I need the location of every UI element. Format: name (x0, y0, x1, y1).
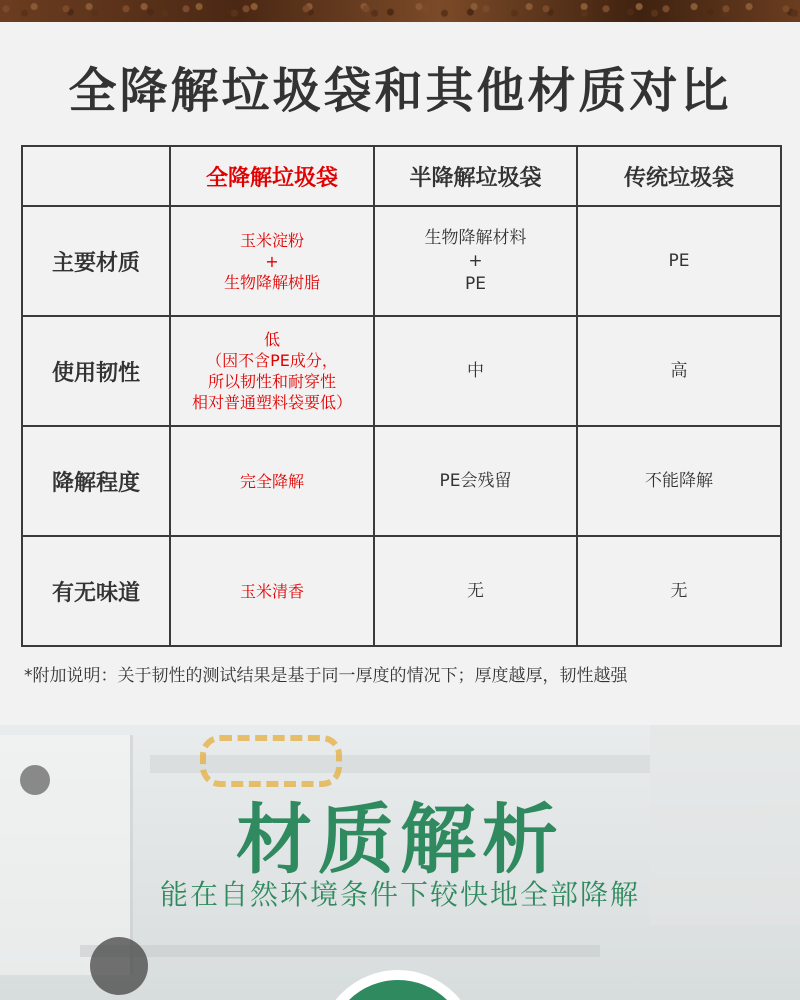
footnote: *附加说明：关于韧性的测试结果是基于同一厚度的情况下；厚度越厚，韧性越强 (24, 666, 628, 686)
table-header-semi-degradable: 半降解垃圾袋 (374, 146, 577, 206)
soil-photo-strip (0, 0, 800, 22)
row-label-odor: 有无味道 (22, 536, 170, 646)
cell-traditional-toughness: 高 (577, 316, 781, 426)
coil-cable-decoration (200, 735, 342, 787)
cell-traditional-material: PE (577, 206, 781, 316)
table-header-empty (22, 146, 170, 206)
cell-semi-odor: 无 (374, 536, 577, 646)
cell-traditional-odor: 无 (577, 536, 781, 646)
cell-semi-degradation: PE会残留 (374, 426, 577, 536)
table-row (22, 426, 781, 536)
table-row (22, 536, 781, 646)
section-subtitle: 能在自然环境条件下较快地全部降解 (159, 878, 640, 911)
comparison-table (21, 145, 782, 647)
table-header-traditional: 传统垃圾袋 (577, 146, 781, 206)
material-analysis-banner (0, 725, 800, 1000)
handwheel-decoration (90, 937, 148, 995)
cell-full-degradation: 完全降解 (170, 426, 374, 536)
section-title: 材质解析 (236, 795, 564, 884)
page-title: 全降解垃圾袋和其他材质对比 (68, 63, 732, 119)
green-circle-decoration (318, 970, 478, 1000)
table-row (22, 316, 781, 426)
table-header-full-degradable: 全降解垃圾袋 (170, 146, 374, 206)
table-row (22, 206, 781, 316)
row-label-toughness: 使用韧性 (22, 316, 170, 426)
cell-full-toughness: 低 （因不含PE成分， 所以韧性和耐穿性 相对普通塑料袋要低） (170, 316, 374, 426)
cell-full-material: 玉米淀粉 + 生物降解树脂 (170, 206, 374, 316)
cell-semi-material: 生物降解材料 + PE (374, 206, 577, 316)
machine-bar-background (80, 945, 600, 957)
row-label-material: 主要材质 (22, 206, 170, 316)
cell-semi-toughness: 中 (374, 316, 577, 426)
cell-traditional-degradation: 不能降解 (577, 426, 781, 536)
table-header-row (22, 146, 781, 206)
row-label-degradation: 降解程度 (22, 426, 170, 536)
cell-full-odor: 玉米清香 (170, 536, 374, 646)
